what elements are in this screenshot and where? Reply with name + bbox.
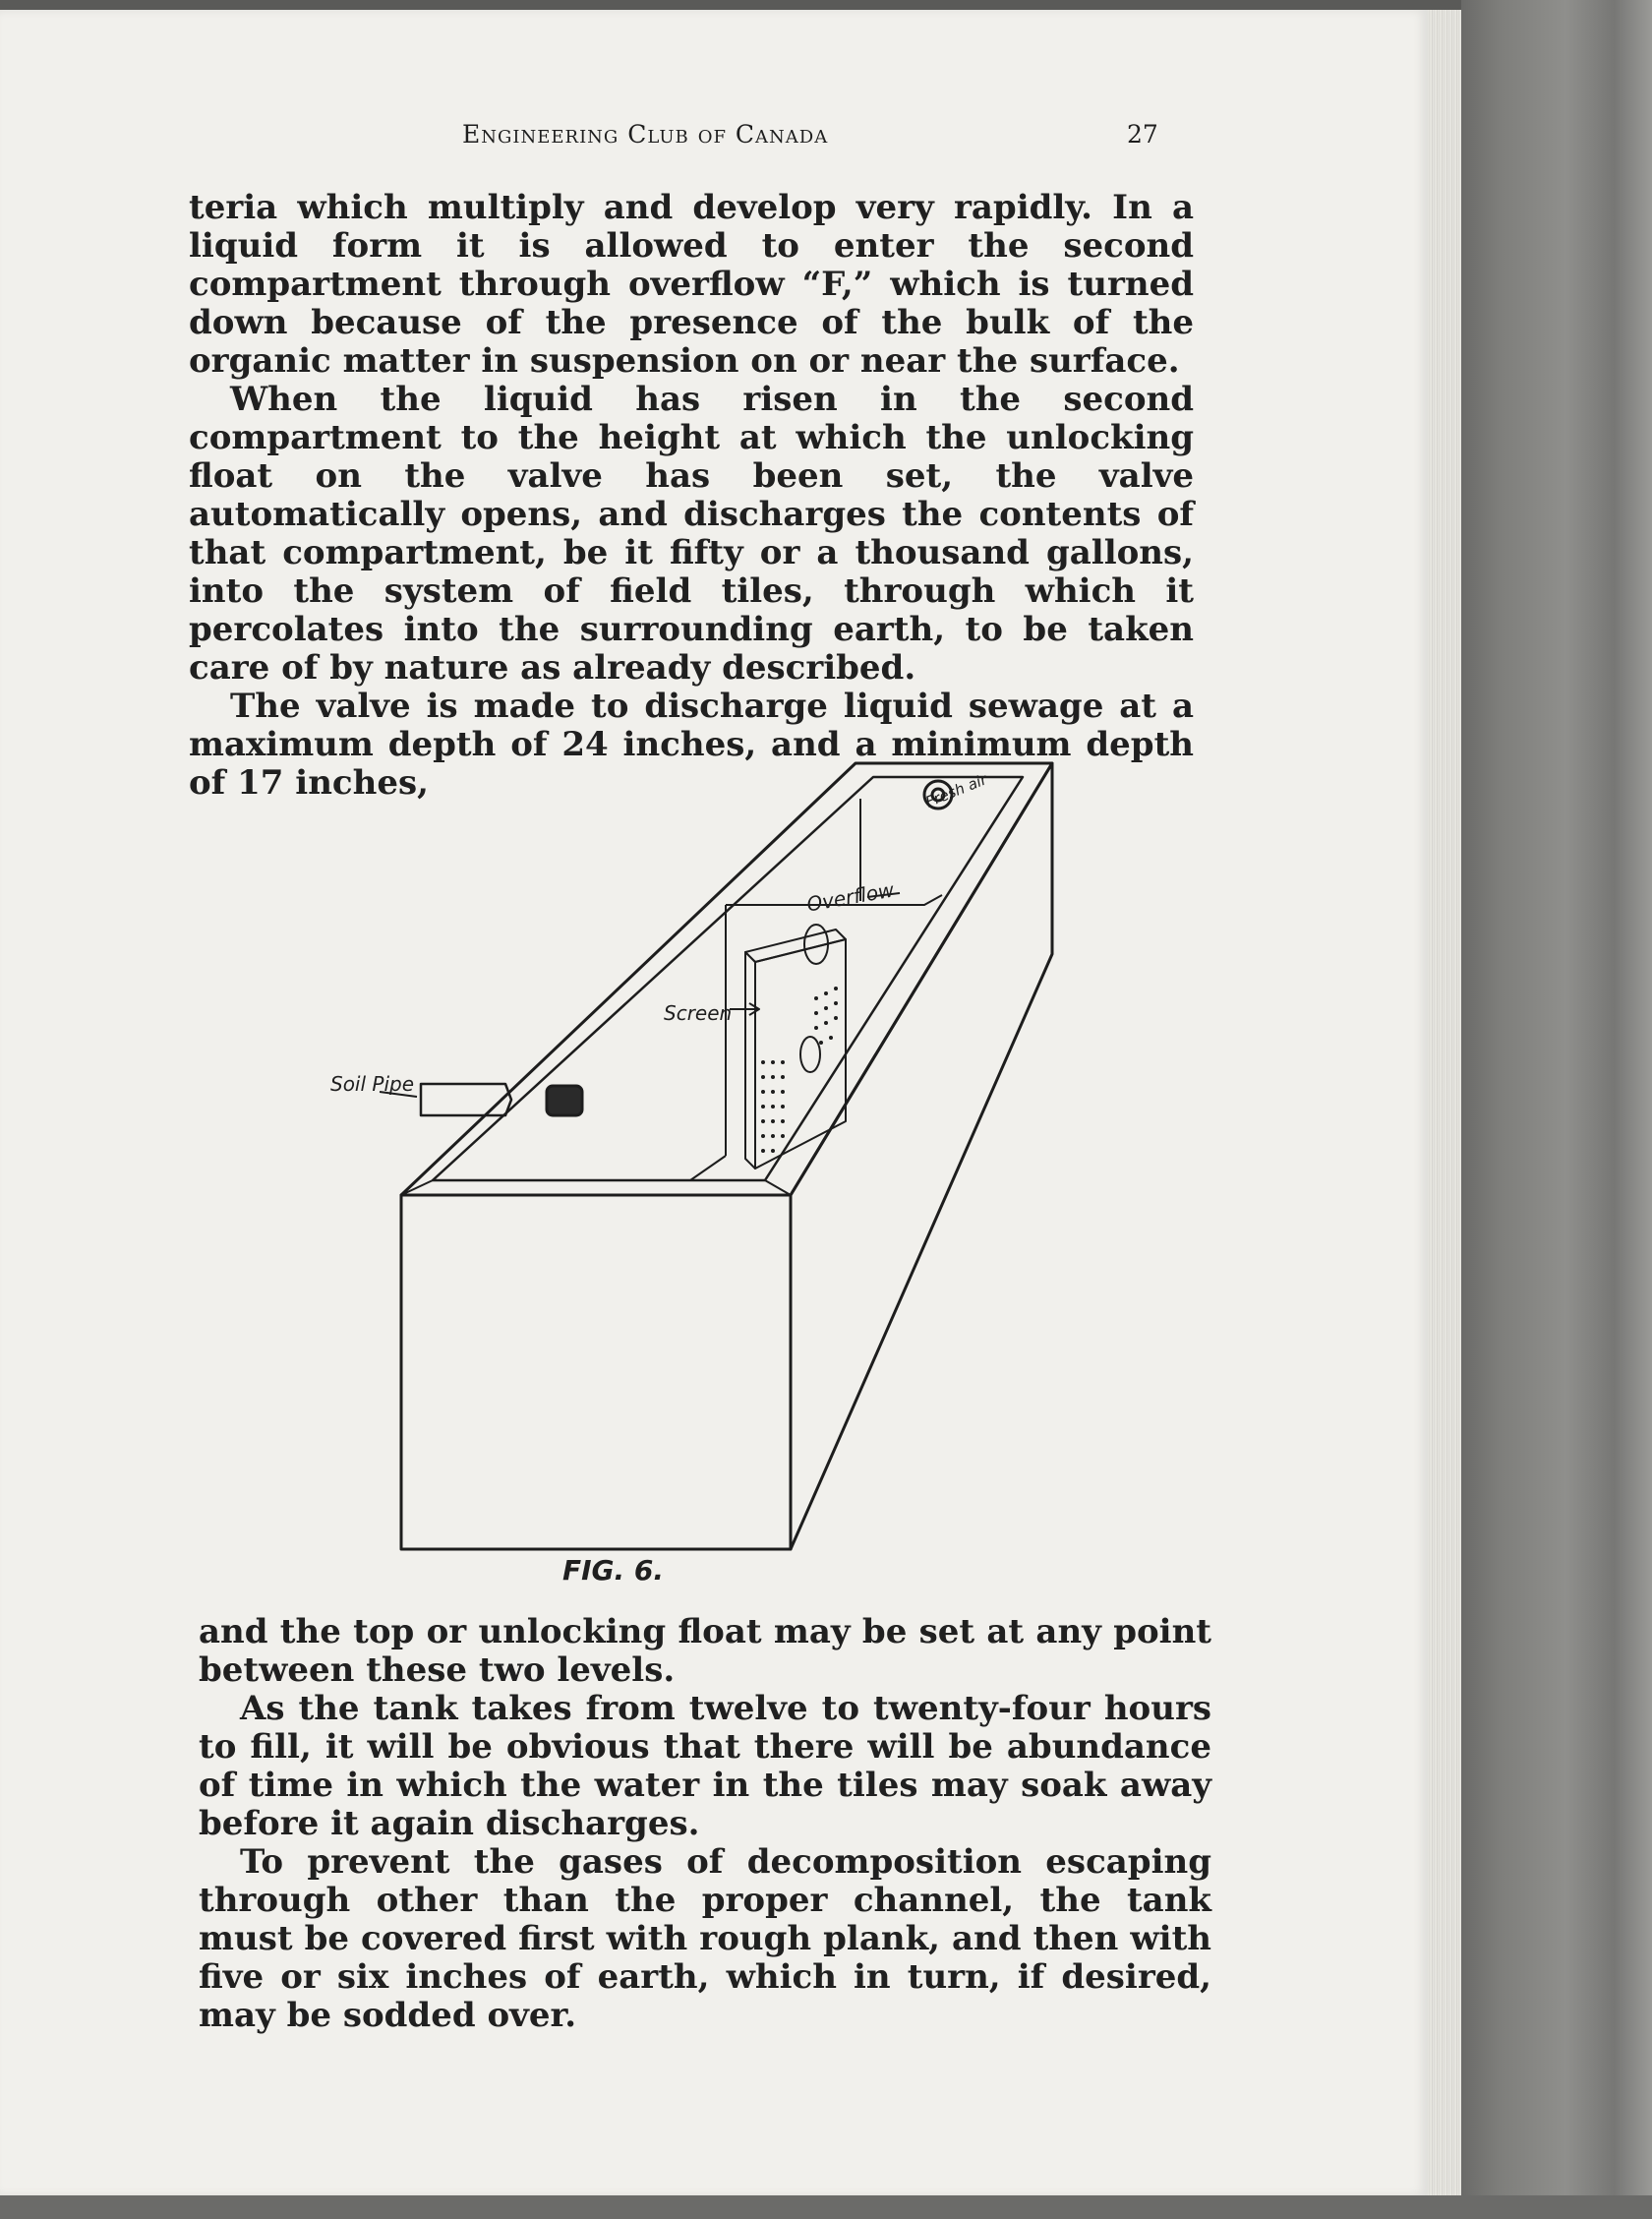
tank-side-face: [791, 763, 1052, 1549]
soil-pipe: [421, 1084, 511, 1115]
septic-tank-figure: [324, 748, 1092, 1593]
paragraph: As the tank takes from twelve to twenty-four hours to fill, it will be obvious that there will be abundance of time in which the water in the tiles may soak away before it again discharges.: [199, 1689, 1211, 1843]
paragraph: and the top or unlocking float may be set at any point between these two levels.: [199, 1612, 1211, 1690]
body-text-top: [189, 189, 1194, 803]
paragraph: The valve is made to discharge liquid sewage at a maximum depth of 24 inches, and a minimum depth of 17 inches,: [189, 687, 1194, 803]
inlet-pipe-opening: [547, 1086, 582, 1115]
label-overflow: Overflow: [804, 877, 897, 917]
label-soil-pipe: Soil Pipe: [330, 1072, 415, 1096]
scan-bottom-border: [0, 2195, 1652, 2219]
running-head: [187, 120, 1190, 159]
figure-caption: FIG. 6.: [562, 1554, 665, 1587]
paragraph: teria which multiply and develop very rapidly. In a liquid form it is allowed to enter the second compartment through overflow “F,” which is turned down because of the presence of the bulk of the organic matter in suspension on or near the surface.: [189, 188, 1194, 381]
running-title: Engineering Club of Canada: [462, 120, 829, 149]
label-fresh-air: Fresh air: [922, 770, 990, 811]
tank-inner-rim: [433, 777, 1023, 1180]
label-screen: Screen: [664, 1001, 733, 1025]
paragraph: To prevent the gases of decomposition escaping through other than the proper channel, the tank must be covered first with rough plank, and then with five or six inches of earth, which in turn, if desired, may be sodded over.: [199, 1842, 1211, 2035]
septic-tank-drawing: [324, 748, 1092, 1593]
page-number: 27: [1127, 120, 1158, 149]
screen-box-top: [745, 930, 846, 962]
tank-front-face: [401, 1195, 791, 1549]
page-edges: [1428, 10, 1461, 2195]
body-text-bottom: [199, 1613, 1211, 2035]
paragraph: When the liquid has risen in the second compartment to the height at which the unlocking float on the valve has been set, the valve automatically opens, and discharges the contents of that compartment, be it fifty or a thousand gallons, into the system of field tiles, through which it percolates into the surrounding earth, to be taken care of by nature as already described.: [189, 380, 1194, 688]
book-spine: [1461, 0, 1652, 2219]
